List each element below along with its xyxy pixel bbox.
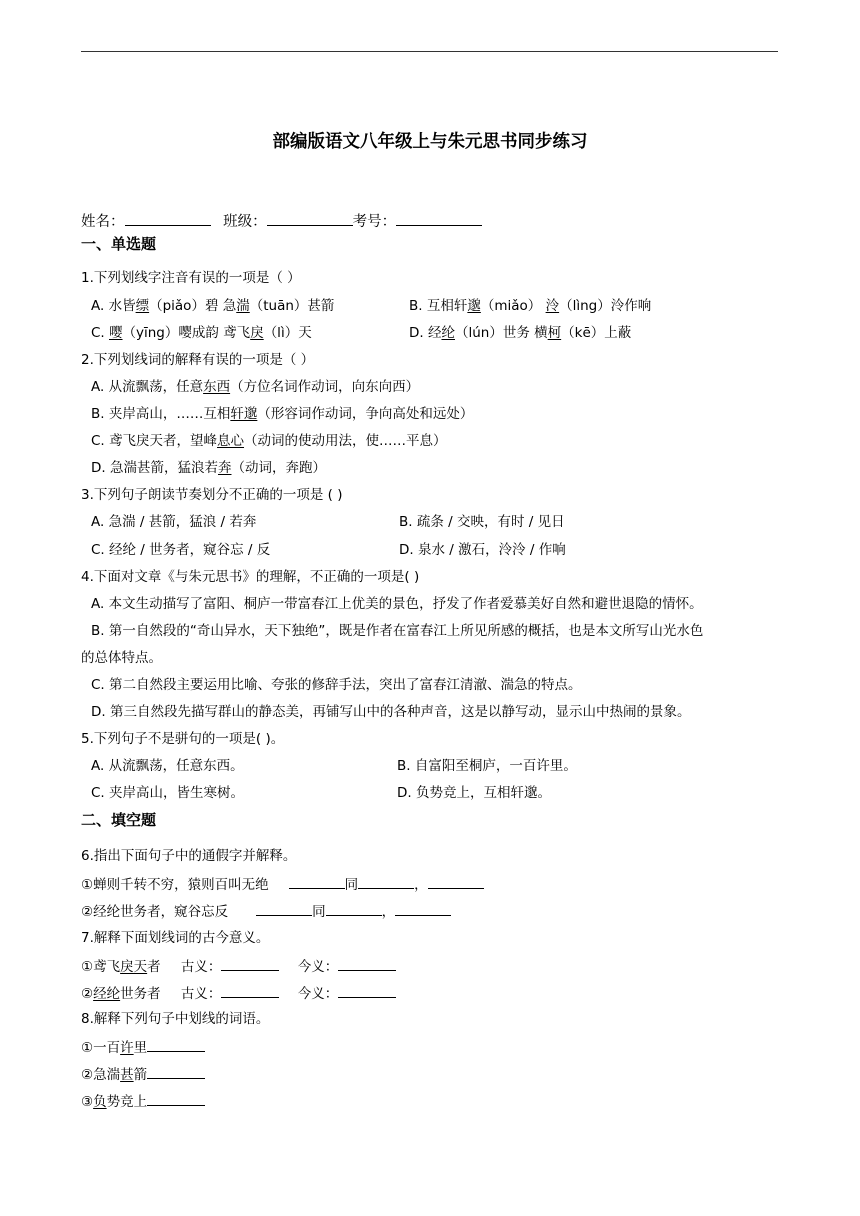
q4-option-c[interactable]: C. 第二自然段主要运用比喻、夸张的修辞手法，突出了富春江清澈、湍急的特点。 — [91, 677, 582, 693]
section-heading-single-choice: 一、单选题 — [81, 235, 157, 253]
q8-1-blank[interactable] — [147, 1036, 205, 1052]
q6-2-blank-c[interactable] — [395, 900, 451, 916]
q5-option-a[interactable]: A. 从流飘荡，任意东西。 — [91, 758, 244, 774]
question-1-stem: 1.下列划线字注音有误的一项是（ ） — [81, 270, 301, 286]
class-label: 班级： — [223, 214, 267, 230]
q7-2-ancient-blank[interactable] — [221, 982, 279, 998]
q1-option-a[interactable]: A. 水皆缥（piǎo）碧 急湍（tuān）甚箭 — [91, 298, 335, 314]
q3-option-a[interactable]: A. 急湍 / 甚箭，猛浪 / 若奔 — [91, 514, 257, 530]
question-8-stem: 8.解释下列句子中划线的词语。 — [81, 1011, 270, 1027]
q6-1-blank-b[interactable] — [358, 873, 414, 889]
q2-option-c[interactable]: C. 鸢飞戾天者，望峰息心（动词的使动用法，使……平息） — [91, 433, 447, 449]
exam-number-label: 考号： — [352, 214, 397, 230]
q8-line-1: ①一百许里 — [81, 1036, 205, 1058]
question-2-stem: 2.下列划线词的解释有误的一项是（ ） — [81, 352, 315, 368]
q6-2-blank-b[interactable] — [326, 900, 382, 916]
question-5-stem: 5.下列句子不是骈句的一项是( )。 — [81, 731, 285, 747]
section-heading-fill-blank: 二、填空题 — [81, 811, 157, 829]
q5-option-b[interactable]: B. 自富阳至桐庐，一百许里。 — [397, 758, 577, 774]
q7-2-modern-blank[interactable] — [338, 982, 396, 998]
q8-line-3: ③负势竞上 — [81, 1090, 205, 1112]
q7-line-2: ②经纶世务者 古义： 今义： — [81, 982, 396, 1004]
student-info-line — [81, 210, 482, 232]
q8-2-blank[interactable] — [147, 1063, 205, 1079]
q2-option-b[interactable]: B. 夹岸高山，……互相轩邈（形容词作动词，争向高处和远处） — [91, 406, 474, 422]
q3-option-d[interactable]: D. 泉水 / 激石，泠泠 / 作响 — [399, 542, 566, 558]
exam-number-field[interactable] — [396, 210, 482, 226]
q7-line-1: ①鸢飞戾天者 古义： 今义： — [81, 955, 396, 977]
q4-option-d[interactable]: D. 第三自然段先描写群山的静态美，再铺写山中的各种声音，这是以静写动，显示山中热闹的景象。 — [91, 704, 691, 720]
q7-1-modern-blank[interactable] — [338, 955, 396, 971]
q1-option-d[interactable]: D. 经纶（lún）世务 横柯（kē）上蔽 — [409, 325, 632, 341]
q8-line-2: ②急湍甚箭 — [81, 1063, 205, 1085]
q5-option-c[interactable]: C. 夹岸高山，皆生寒树。 — [91, 785, 245, 801]
name-label: 姓名： — [81, 214, 125, 230]
q3-option-c[interactable]: C. 经纶 / 世务者，窥谷忘 / 反 — [91, 542, 271, 558]
q1-option-c[interactable]: C. 嘤（yīng）嘤成韵 鸢飞戾（lì）天 — [91, 325, 312, 341]
q4-option-b-continued: 的总体特点。 — [81, 650, 162, 666]
class-field[interactable] — [267, 210, 353, 226]
top-rule — [81, 51, 778, 52]
question-3-stem: 3.下列句子朗读节奏划分不正确的一项是 ( ) — [81, 487, 343, 503]
q4-option-b[interactable]: B. 第一自然段的“奇山异水，天下独绝”，既是作者在富春江上所见所感的概括，也是本文所写山光水色 — [91, 623, 704, 639]
q2-option-a[interactable]: A. 从流飘荡，任意东西（方位名词作动词，向东向西） — [91, 379, 420, 395]
question-7-stem: 7.解释下面划线词的古今意义。 — [81, 930, 270, 946]
q3-option-b[interactable]: B. 疏条 / 交映，有时 / 见日 — [399, 514, 565, 530]
q2-option-d[interactable]: D. 急湍甚箭，猛浪若奔（动词，奔跑） — [91, 460, 326, 476]
q7-1-ancient-blank[interactable] — [221, 955, 279, 971]
q4-option-a[interactable]: A. 本文生动描写了富阳、桐庐一带富春江上优美的景色，抒发了作者爱慕美好自然和避世退隐的情怀。 — [91, 596, 703, 612]
q8-3-blank[interactable] — [147, 1090, 205, 1106]
q6-2-blank-a[interactable] — [256, 900, 312, 916]
question-4-stem: 4.下面对文章《与朱元思书》的理解，不正确的一项是( ) — [81, 569, 420, 585]
q5-option-d[interactable]: D. 负势竞上，互相轩邈。 — [397, 785, 551, 801]
question-6-stem: 6.指出下面句子中的通假字并解释。 — [81, 848, 297, 864]
q6-1-blank-a[interactable] — [289, 873, 345, 889]
q6-line-2: ②经纶世务者，窥谷忘反 同 ， — [81, 900, 451, 922]
q1-option-b[interactable]: B. 互相轩邈（miǎo） 泠（lìng）泠作响 — [409, 298, 652, 314]
page-title: 部编版语文八年级上与朱元思书同步练习 — [272, 132, 588, 152]
name-field[interactable] — [125, 210, 211, 226]
q6-line-1: ①蝉则千转不穷，猿则百叫无绝 同 ， — [81, 873, 484, 895]
q6-1-blank-c[interactable] — [428, 873, 484, 889]
